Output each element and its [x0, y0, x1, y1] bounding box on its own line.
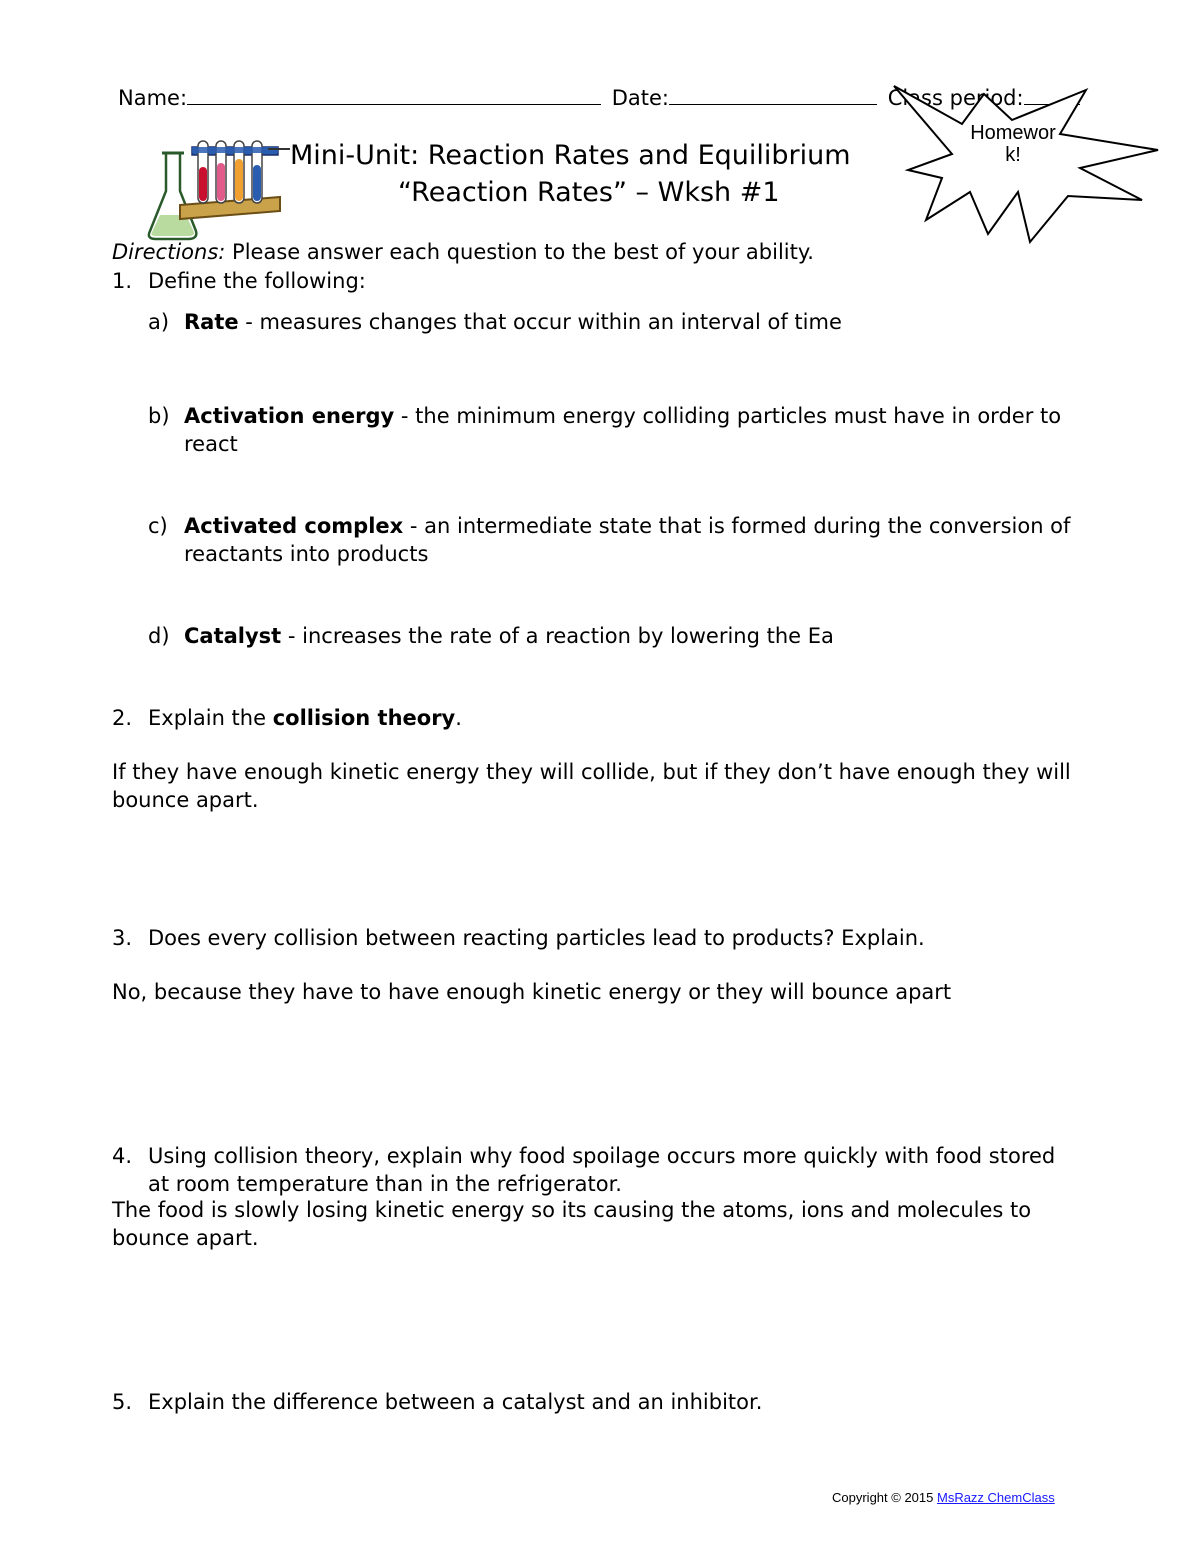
lab-glassware-icon: [140, 135, 300, 245]
question-text: Does every collision between reacting particles lead to products? Explain.: [148, 926, 925, 950]
term: Rate: [184, 310, 239, 334]
question-text-post: .: [455, 706, 462, 730]
question-text: Define the following:: [148, 269, 366, 293]
question-text: Using collision theory, explain why food spoilage occurs more quickly with food stored: [148, 1144, 1056, 1168]
item-letter: d): [148, 624, 170, 648]
definition: - increases the rate of a reaction by lowering the Ea: [281, 624, 834, 648]
definition-a: [148, 310, 842, 334]
item-letter: a): [148, 310, 170, 334]
question-4-continued: at room temperature than in the refrigerator.: [148, 1172, 622, 1196]
directions: [112, 240, 814, 264]
definition-b-continued: react: [184, 432, 238, 456]
definition-c: [148, 514, 1070, 538]
date-label: Date:: [611, 86, 669, 110]
definition-d: [148, 624, 834, 648]
question-1: [112, 269, 366, 293]
term: Activated complex: [184, 514, 404, 538]
answer-2-line2: bounce apart.: [112, 788, 259, 812]
copyright: [832, 1490, 1055, 1505]
question-2: [112, 706, 462, 730]
directions-text: Please answer each question to the best of your ability.: [225, 240, 814, 264]
copyright-link[interactable]: MsRazz ChemClass: [936, 1490, 1055, 1505]
homework-badge: [948, 122, 1078, 166]
directions-label: Directions:: [112, 240, 226, 264]
answer-3: No, because they have to have enough kinetic energy or they will bounce apart: [112, 980, 952, 1004]
question-4: [112, 1144, 1055, 1168]
date-field[interactable]: [669, 86, 877, 105]
definition: - measures changes that occur within an interval of time: [238, 310, 842, 334]
name-label: Name:: [118, 86, 188, 110]
page-title: Mini-Unit: Reaction Rates and Equilibrium: [290, 140, 851, 171]
definition-b: [148, 404, 1061, 428]
question-number: 4.: [112, 1144, 133, 1168]
question-number: 1.: [112, 269, 133, 293]
answer-4-line1: The food is slowly losing kinetic energy so its causing the atoms, ions and molecules to: [112, 1198, 1032, 1222]
question-number: 2.: [112, 706, 133, 730]
question-text: Explain the difference between a catalyst and an inhibitor.: [148, 1390, 763, 1414]
question-number: 5.: [112, 1390, 133, 1414]
term: Catalyst: [184, 624, 282, 648]
question-number: 3.: [112, 926, 133, 950]
class-period-label: Class period:: [887, 86, 1024, 110]
question-text-pre: Explain the: [148, 706, 273, 730]
homework-badge-line2: k!: [1005, 144, 1021, 166]
answer-4-line2: bounce apart.: [112, 1226, 259, 1250]
definition-c-continued: reactants into products: [184, 542, 429, 566]
homework-badge-line1: Homewor: [970, 122, 1056, 144]
page-subtitle: “Reaction Rates” – Wksh #1: [398, 177, 780, 208]
question-3: [112, 926, 925, 950]
definition: - the minimum energy colliding particles must have in order to: [394, 404, 1062, 428]
question-5: [112, 1390, 762, 1414]
answer-2-line1: If they have enough kinetic energy they will collide, but if they don’t have enough they will: [112, 760, 1071, 784]
name-field[interactable]: [187, 86, 601, 105]
definition: - an intermediate state that is formed during the conversion of: [403, 514, 1071, 538]
item-letter: c): [148, 514, 168, 538]
copyright-text: Copyright © 2015: [832, 1490, 937, 1505]
question-text-bold: collision theory: [272, 706, 456, 730]
term: Activation energy: [184, 404, 395, 428]
item-letter: b): [148, 404, 170, 428]
